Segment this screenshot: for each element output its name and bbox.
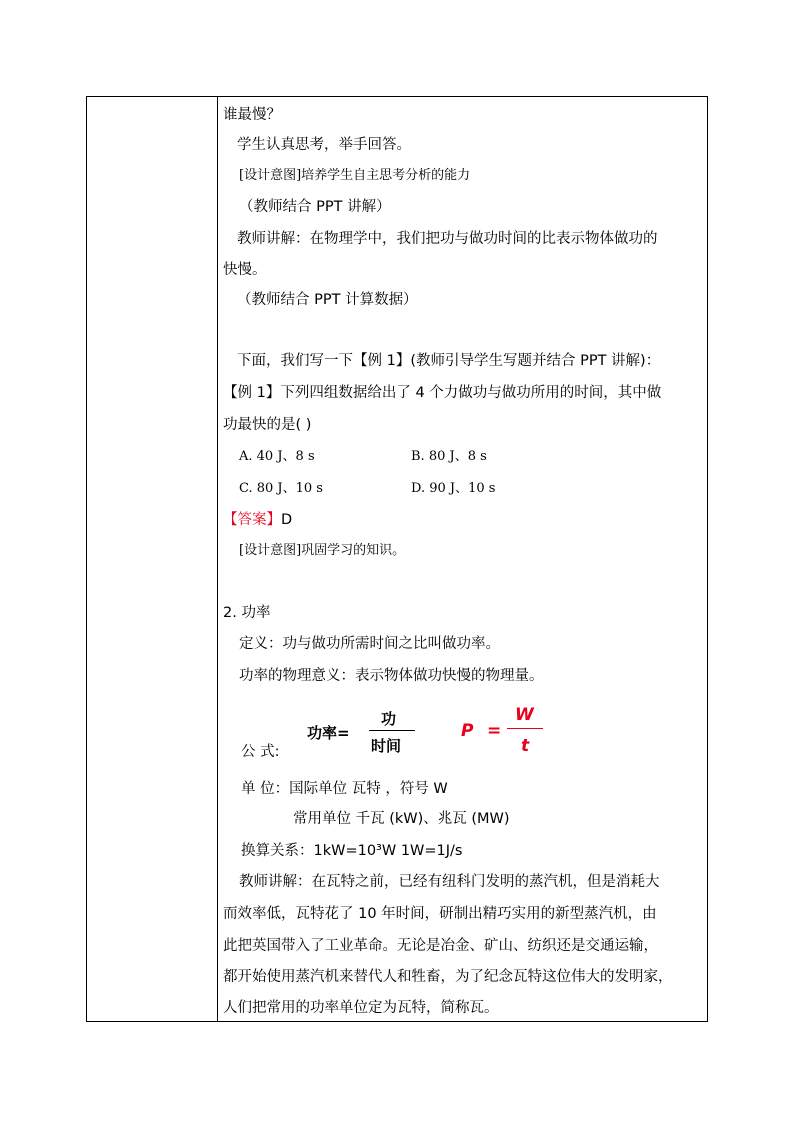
meaning: 功率的物理意义：表示物体做功快慢的物理量。 [239, 668, 544, 684]
formula-equals: = [487, 721, 502, 741]
paragraph-line: 都开始使用蒸汽机来替代人和牲畜，为了纪念瓦特这位伟大的发明家， [223, 969, 673, 985]
section-heading: 2. 功率 [223, 605, 271, 621]
column-divider [217, 97, 218, 1021]
fraction-bar-red [507, 728, 543, 729]
text-line: 下面，我们写一下【例 1】(教师引导学生写题并结合 PPT 讲解)： [237, 353, 661, 369]
formula-label: 公 式: [241, 744, 280, 760]
design-intent: [设计意图]巩固学习的知识。 [239, 543, 406, 558]
design-intent: [设计意图]培养学生自主思考分析的能力 [239, 168, 471, 183]
option-d: D. 90 J、10 s [411, 481, 496, 496]
answer-value: D [281, 512, 293, 528]
unit-line: 单 位：国际单位 瓦特 ，符号 W [241, 781, 448, 797]
answer-line [223, 510, 292, 530]
paragraph-line: 而效率低，瓦特花了 10 年时间，研制出精巧实用的新型蒸汽机，由 [223, 906, 657, 922]
fraction-bar [369, 730, 415, 731]
lesson-table [86, 96, 708, 1022]
definition: 定义：功与做功所需时间之比叫做功率。 [239, 636, 500, 652]
option-a: A. 40 J、8 s [239, 449, 315, 464]
text-line: 学生认真思考，举手回答。 [237, 137, 411, 153]
unit-line: 常用单位 千瓦 (kW)、兆瓦 (MW) [293, 811, 510, 827]
text-line: 谁最慢？ [223, 107, 281, 123]
conversion-line: 换算关系：1kW=10³W 1W=1J/s [241, 843, 463, 859]
paragraph-line: 此把英国带入了工业革命。无论是冶金、矿山、纺织还是交通运输， [223, 938, 658, 954]
option-c: C. 80 J、10 s [239, 481, 323, 496]
formula-w: W [515, 705, 534, 725]
text-line: （教师结合 PPT 讲解） [239, 199, 391, 215]
answer-label: 【答案】 [223, 512, 281, 528]
text-line: 功最快的是( ) [223, 417, 312, 433]
option-b: B. 80 J、8 s [411, 449, 487, 464]
paragraph-line: 人们把常用的功率单位定为瓦特，简称瓦。 [223, 1000, 499, 1016]
text-line: 教师讲解：在物理学中，我们把功与做功时间的比表示物体做功的 [237, 231, 658, 247]
formula-numerator: 功 [381, 710, 397, 728]
formula-p: P [461, 721, 474, 741]
formula-denominator: 时间 [371, 737, 402, 755]
example-question: 【例 1】下列四组数据给出了 4 个力做功与做功所用的时间，其中做 [223, 385, 662, 401]
text-line: 快慢。 [223, 262, 267, 278]
formula-lhs: 功率= [307, 724, 350, 742]
text-line: （教师结合 PPT 计算数据） [237, 292, 418, 308]
formula-t: t [521, 736, 530, 756]
paragraph-line: 教师讲解：在瓦特之前，已经有纽科门发明的蒸汽机，但是消耗大 [239, 874, 660, 890]
